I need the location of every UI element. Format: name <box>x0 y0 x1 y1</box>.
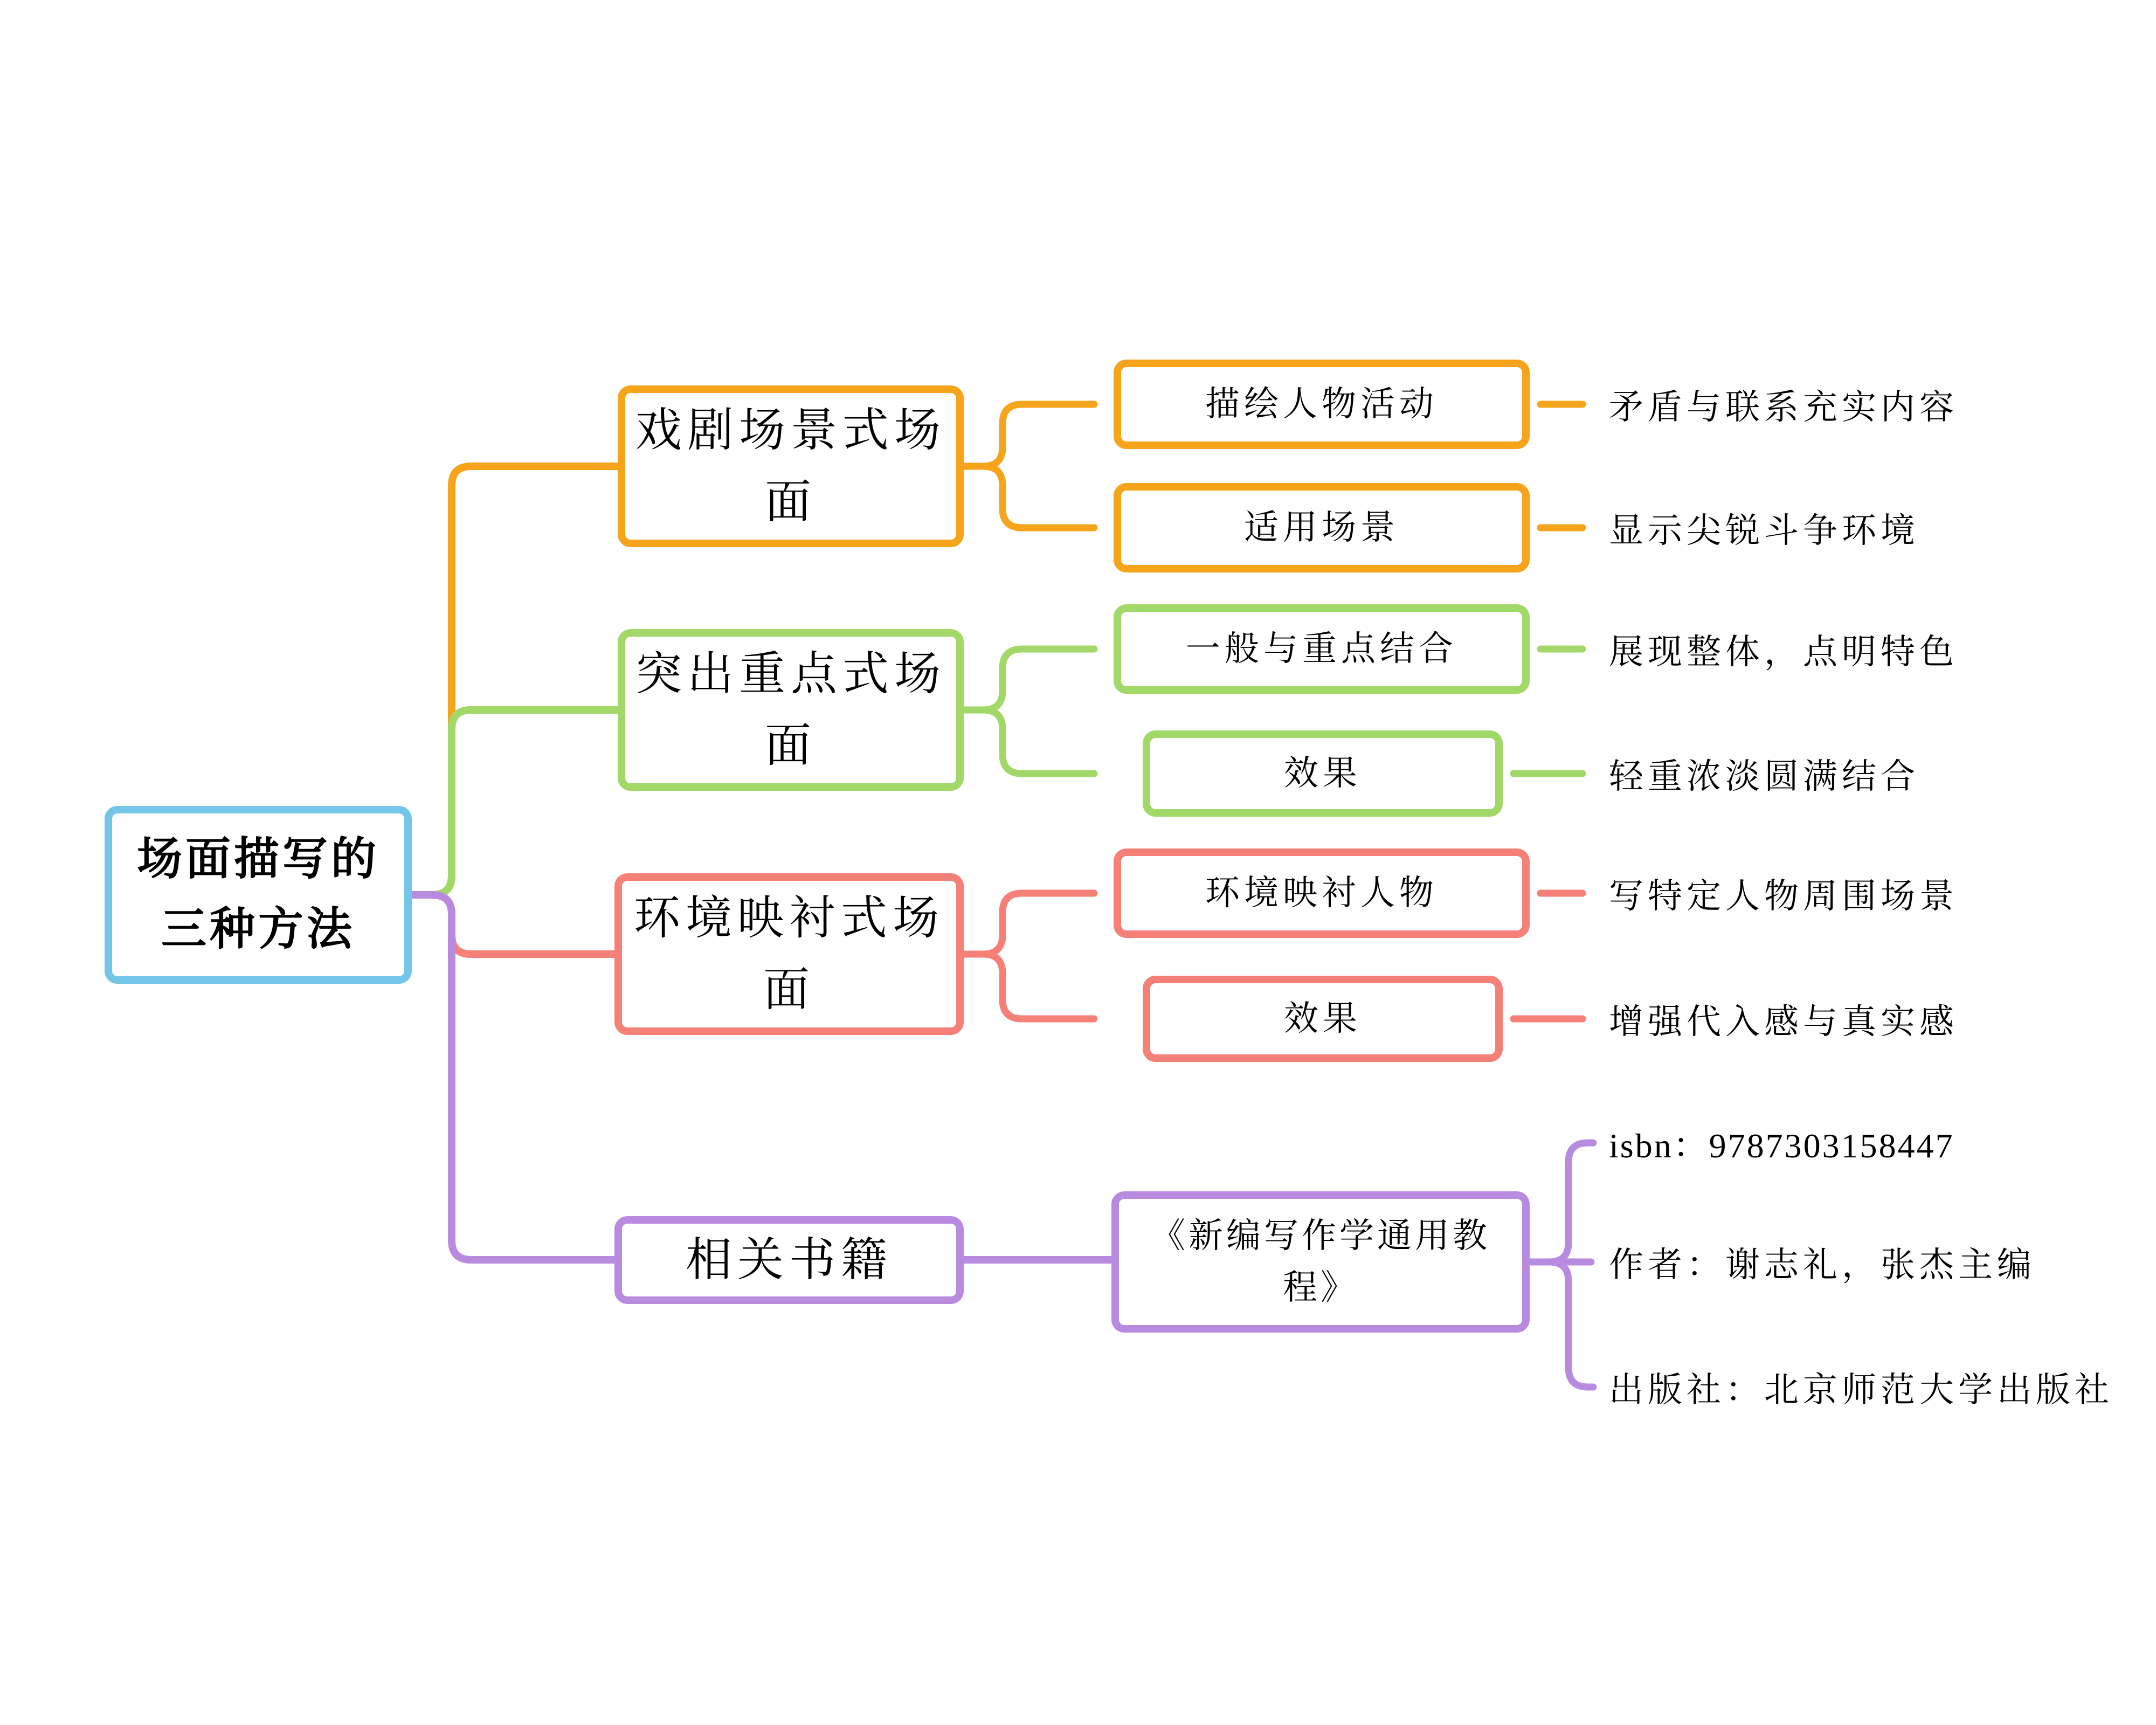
connector-root-to-books <box>412 895 614 1260</box>
brace-env-upper <box>983 893 1094 954</box>
child-node-general-plus-key[interactable]: 一般与重点结合 <box>1114 604 1530 694</box>
note-book-author[interactable]: 作者：谢志礼，张杰主编 <box>1609 1246 2036 1284</box>
book-node-title[interactable]: 《新编写作学通用教程》 <box>1111 1191 1530 1333</box>
note-book-isbn[interactable]: isbn：9787303158447 <box>1609 1127 1954 1165</box>
branch-node-key-point-scene[interactable]: 突出重点式场面 <box>618 629 964 791</box>
root-node[interactable]: 场面描写的三种方法 <box>105 806 412 984</box>
branch-node-related-books[interactable]: 相关书籍 <box>614 1216 964 1304</box>
child-node-depict-activity[interactable]: 描绘人物活动 <box>1114 360 1530 449</box>
note-env-effect[interactable]: 增强代入感与真实感 <box>1609 1003 1958 1041</box>
child-node-env-sets-off-character[interactable]: 环境映衬人物 <box>1114 848 1530 938</box>
note-depict-activity[interactable]: 矛盾与联系充实内容 <box>1609 388 1958 426</box>
child-node-key-effect[interactable]: 效果 <box>1143 730 1503 817</box>
note-applicable-scene[interactable]: 显示尖锐斗争环境 <box>1609 512 1919 550</box>
connector-root-to-env <box>412 895 614 954</box>
child-node-applicable-scene[interactable]: 适用场景 <box>1114 483 1530 572</box>
brace-book-lower <box>1549 1262 1593 1387</box>
note-book-publisher[interactable]: 出版社：北京师范大学出版社 <box>1609 1371 2113 1409</box>
brace-env-lower <box>983 954 1094 1019</box>
branch-node-drama-scene[interactable]: 戏剧场景式场面 <box>618 385 964 547</box>
note-key-effect[interactable]: 轻重浓淡圆满结合 <box>1609 757 1919 796</box>
connector-root-to-key <box>412 710 618 895</box>
brace-book-upper <box>1549 1143 1593 1262</box>
connector-root-to-drama <box>412 466 618 895</box>
brace-key-lower <box>983 710 1094 774</box>
child-node-env-effect[interactable]: 效果 <box>1143 976 1503 1062</box>
note-general-plus-key[interactable]: 展现整体，点明特色 <box>1609 633 1958 671</box>
branch-node-environment-scene[interactable]: 环境映衬式场面 <box>614 873 964 1035</box>
brace-drama-lower <box>983 466 1094 528</box>
note-env-sets-off-character[interactable]: 写特定人物周围场景 <box>1609 877 1958 915</box>
brace-key-upper <box>983 649 1094 710</box>
brace-drama-upper <box>983 404 1094 466</box>
